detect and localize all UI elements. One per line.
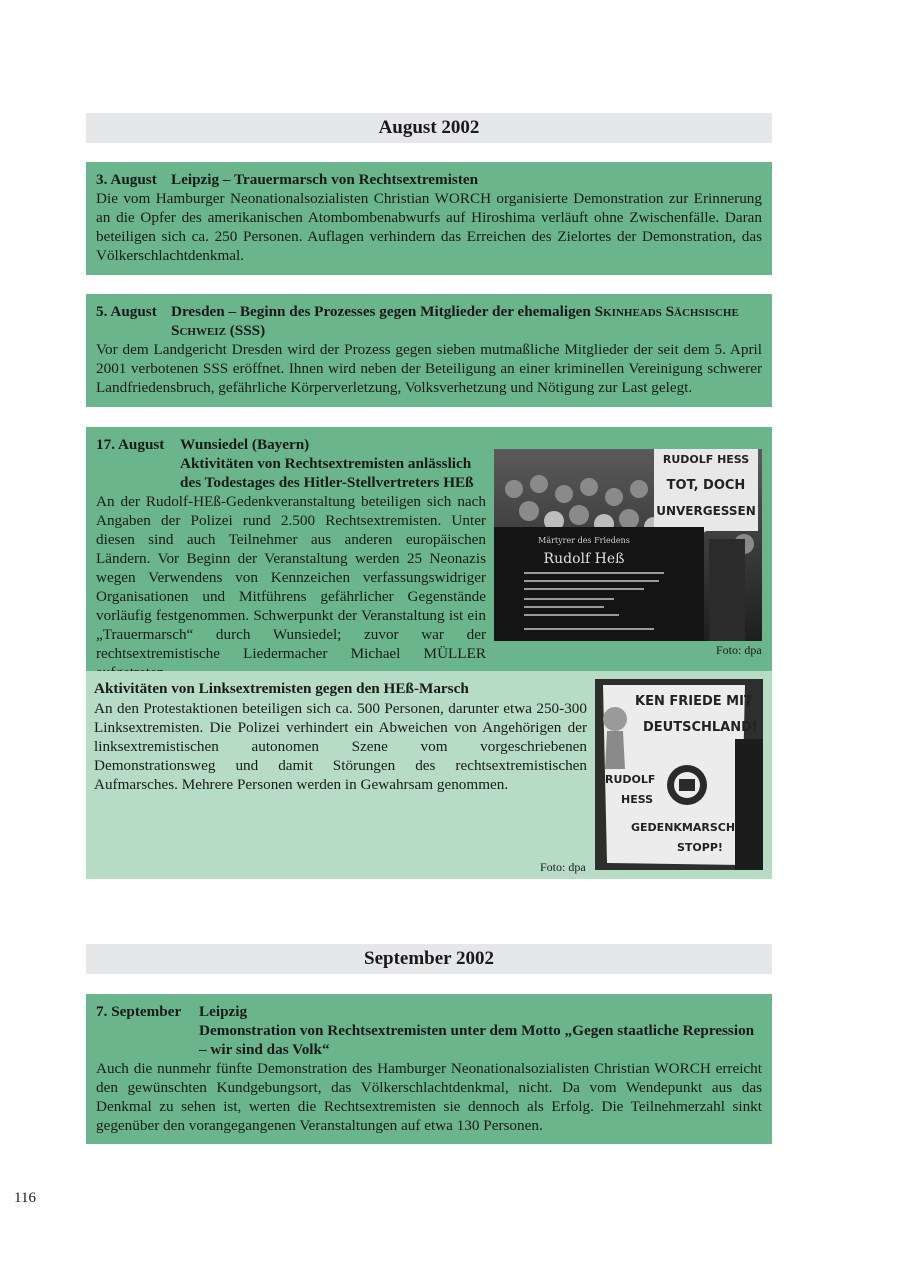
photo-sign-line-1: RUDOLF HESS <box>662 453 750 466</box>
event-title <box>171 302 762 340</box>
photo-counter-protest-illustration <box>595 679 763 870</box>
event-title-part-b: (SSS) <box>225 322 266 339</box>
month-header-text: September 2002 <box>364 948 494 969</box>
photo-hess-march-illustration <box>494 449 762 641</box>
month-header-text: August 2002 <box>378 117 480 138</box>
photo-protest-line-3: RUDOLF <box>605 773 656 786</box>
event-title-block <box>199 1002 762 1059</box>
event-date: 7. September <box>96 1003 182 1020</box>
event-box-7-september <box>86 994 772 1144</box>
counter-protest-title: Aktivitäten von Linksextremisten gegen den HEß-Marsch <box>94 680 469 697</box>
photo-protest-line-5: GEDENKMARSCH <box>631 821 736 834</box>
photo-protest-line-1: KEN FRIEDE MIT <box>635 694 753 709</box>
event-subtitle-line-1: Aktivitäten von Rechtsextremisten anlässlich <box>180 455 472 472</box>
event-heading <box>96 170 762 189</box>
event-subtitle: Demonstration von Rechtsextremisten unter dem Motto „Gegen staatliche Repression – wir sind das Volk“ <box>199 1022 755 1058</box>
photo-counter-protest <box>595 679 763 870</box>
photo-protest-line-2: DEUTSCHLAND! <box>643 720 758 735</box>
event-box-3-august <box>86 162 772 275</box>
event-title: Leipzig – Trauermarsch von Rechtsextremisten <box>171 171 479 188</box>
event-text: Die vom Hamburger Neonationalsozialisten Christian WORCH organisierte Demonstration zur Erinnerung an die Opfer des amerikanischen Atombombenabwurfs auf Hiroshima verläuft ohne Zwischenfälle. Daran beteiligen sich ca. 250 Personen. Auflagen verhindern das Erreichen des Zielortes der Demonstration, das Völkerschlachtdenkmal. <box>96 190 762 264</box>
event-box-5-august <box>86 294 772 407</box>
photo-hess-march <box>494 449 762 641</box>
photo-caption: Foto: dpa <box>716 643 762 657</box>
event-date: 17. August <box>96 436 165 453</box>
event-subtitle-line-2: des Todestages des Hitler-Stellvertreters HEß <box>180 474 474 491</box>
event-title: Leipzig <box>199 1003 248 1020</box>
event-date: 3. August <box>96 171 157 188</box>
photo-sign-line-2: TOT, DOCH <box>666 478 746 493</box>
event-text: Vor dem Landgericht Dresden wird der Prozess gegen sieben mutmaßliche Mitglieder der seit dem 5. April 2001 verbotenen SSS eröffnet. Ihnen wird neben der Beteiligung an einer kriminellen Vereinigung schwerer Landfriedensbruch, gefährliche Körperverletzung, Volksverhetzung und Nötigung zur Last gelegt. <box>96 341 762 396</box>
month-header-september <box>86 944 772 974</box>
event-date: 5. August <box>96 303 157 320</box>
photo-banner-small: Märtyrer des Friedens <box>538 536 630 545</box>
photo-banner-title: Rudolf Heß <box>543 551 625 567</box>
event-title-block <box>180 435 474 492</box>
event-text: Auch die nunmehr fünfte Demonstration des Hamburger Neonationalsozialisten Christian WORCH erreicht den gewünschten Kundgebungsort, das Völkerschlachtdenkmal, nicht. Da vom Wendepunkt aus das Denkmal zu sehen ist, werten die Rechtsextremisten sie dennoch als Erfolg. Die Teilnehmerzahl sinkt gegenüber den vorangegangenen Veranstaltungen auf etwa 130 Personen. <box>96 1060 762 1134</box>
event-title-part-a: Dresden – Beginn des Prozesses gegen Mitglieder der ehemaligen <box>171 303 595 320</box>
photo-protest-line-6: STOPP! <box>677 841 723 854</box>
photo-sign-line-3: UNVERGESSEN <box>656 504 756 518</box>
event-title-organization: Skinheads Sächsische Schweiz <box>171 303 739 339</box>
event-heading <box>96 1002 762 1059</box>
event-text: An der Rudolf-HEß-Gedenkveranstaltung beteiligen sich nach Angaben der Polizei rund 2.500 Rechtsextremisten. Unter diesen sind auch Teilnehmer aus anderen europäischen Ländern. Vor Beginn der Veranstaltung werden 25 Neonazis wegen Verwendens von Kennzeichen verfassungswidriger Organisationen und Mitführens gefährlicher Gegenstände vorläufig festgenommen. Schwerpunkt der Veranstaltung ist ein „Trauermarsch“ durch Wunsiedel; zuvor war der rechtsextremistische Liedermacher Michael MÜLLER <box>96 493 486 662</box>
month-header-august <box>86 113 772 143</box>
event-heading <box>96 302 762 340</box>
event-title: Wunsiedel (Bayern) <box>180 436 310 453</box>
page-number: 116 <box>14 1190 36 1206</box>
photo-caption: Foto: dpa <box>540 860 586 874</box>
photo-protest-line-4: HESS <box>621 793 654 806</box>
counter-protest-text: An den Protestaktionen beteiligen sich ca. 500 Personen, darunter etwa 250-300 Linksextremisten. Die Polizei verhindert ein Abweichen von Angehörigen der linksextremistischen autonomen Szene vom vorgeschriebenen Demonstrationsweg und damit Störungen des rechtsextremistischen Aufmarsches. Mehrere Personen werden in Gewahrsam genommen. <box>94 700 587 793</box>
